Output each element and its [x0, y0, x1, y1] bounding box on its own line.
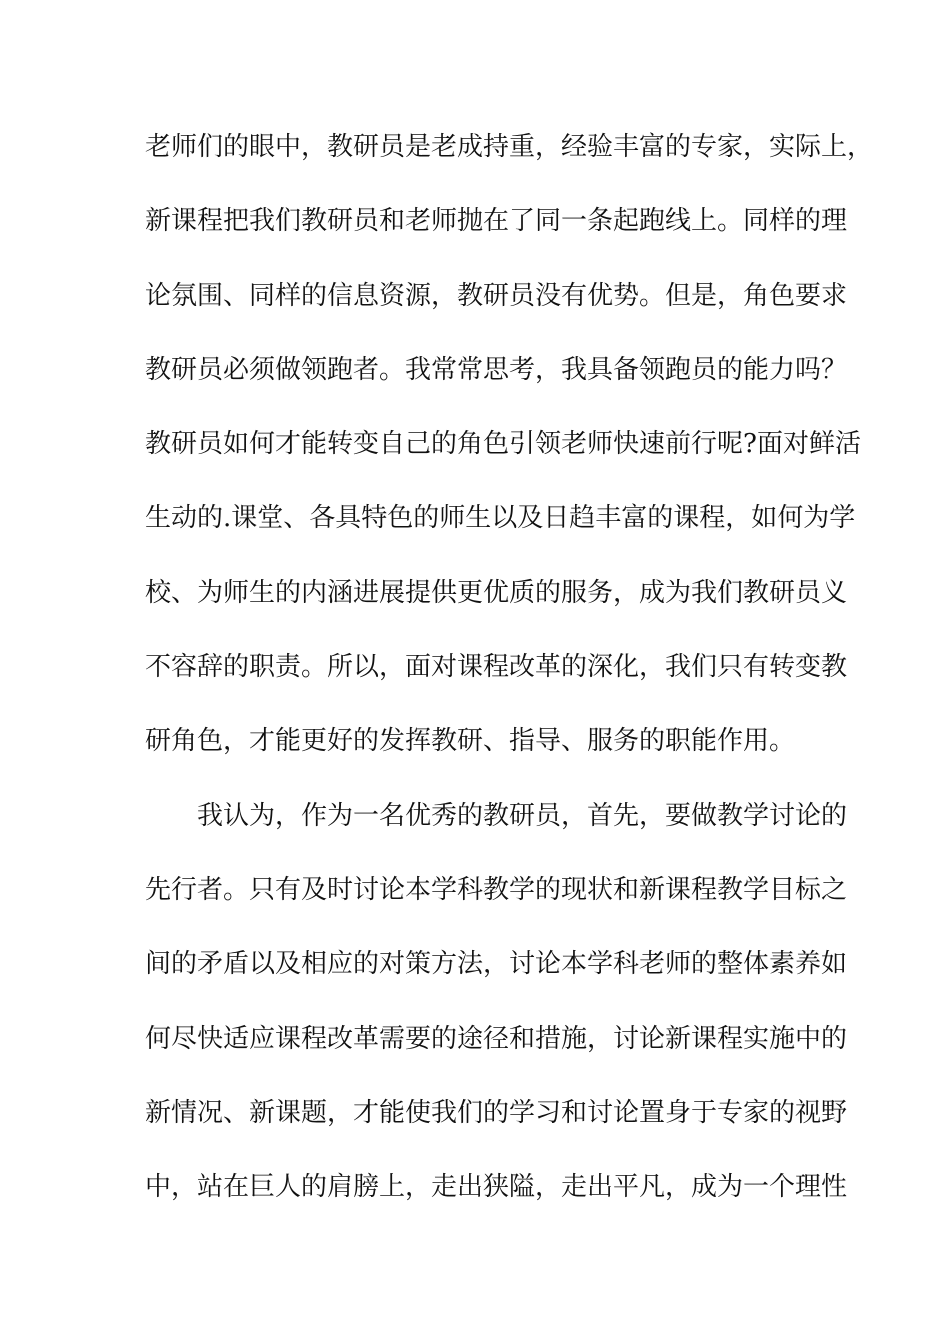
text-line: 间的矛盾以及相应的对策方法，讨论本学科老师的整体素养如: [145, 949, 848, 980]
text-line-indented: 我认为，作为一名优秀的教研员，首先，要做教学讨论的: [197, 800, 848, 831]
text-line: 老师们的眼中，教研员是老成持重，经验丰富的专家，实际上，: [145, 132, 874, 162]
text-line: 不容辞的职责。所以，面对课程改革的深化，我们只有转变教: [145, 652, 848, 683]
paragraph-1: [145, 123, 874, 792]
document-body: [145, 123, 874, 1237]
text-line: 中，站在巨人的肩膀上，走出狭隘，走出平凡，成为一个理性: [145, 1172, 848, 1203]
text-line: 教研员必须做领跑者。我常常思考，我具备领跑员的能力吗？: [145, 354, 848, 385]
text-line: 研角色，才能更好的发挥教研、指导、服务的职能作用。: [145, 726, 796, 757]
text-line: 先行者。只有及时讨论本学科教学的现状和新课程教学目标之: [145, 874, 848, 905]
text-line: 论氛围、同样的信息资源，教研员没有优势。但是，角色要求: [145, 280, 848, 311]
text-line: 生动的.课堂、各具特色的师生以及日趋丰富的课程，如何为学: [145, 503, 856, 534]
text-line: 教研员如何才能转变自己的角色引领老师快速前行呢?面对鲜活: [145, 429, 861, 460]
text-line: 校、为师生的内涵进展提供更优质的服务，成为我们教研员义: [145, 577, 848, 608]
text-line: 何尽快适应课程改革需要的途径和措施，讨论新课程实施中的: [145, 1023, 848, 1054]
paragraph-2: [145, 792, 848, 1238]
text-line: 新课程把我们教研员和老师抛在了同一条起跑线上。同样的理: [145, 206, 848, 237]
text-line: 新情况、新课题，才能使我们的学习和讨论置身于专家的视野: [145, 1097, 848, 1128]
